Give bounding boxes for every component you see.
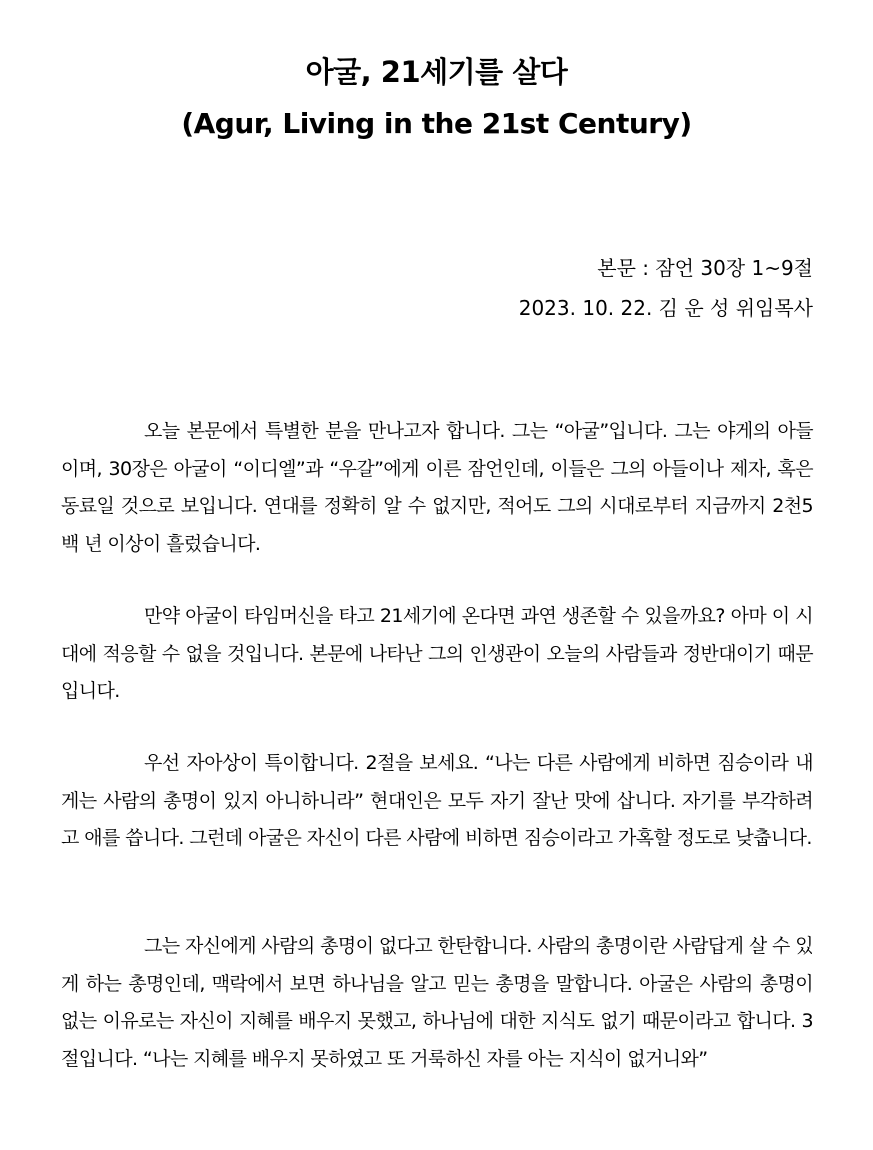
paragraph-3 [61, 745, 813, 858]
scripture-reference: 본문 : 잠언 30장 1~9절 [597, 256, 813, 280]
paragraph-2 [61, 598, 813, 711]
paragraph-4 [61, 928, 813, 1078]
page-title: 아굴, 21세기를 살다 [305, 55, 568, 89]
paragraph-text: 오늘 본문에서 특별한 분을 만나고자 합니다. 그는 “아굴”입니다. 그는 야게의 아들이며, 30장은 아굴이 “이디엘”과 “우갈”에게 이른 잠언인데, 이들은 그의 아들이나 제자, 혹은 동료일 것으로 보입니다. 연대를 정확히 알 수 없지만, 적어도 그의 시대로부터 지금까지 2천5백 년 이상이 흘렀습니다. [61, 420, 813, 555]
date-author: 2023. 10. 22. 김 운 성 위임목사 [518, 296, 813, 320]
paragraph-text: 만약 아굴이 타임머신을 타고 21세기에 온다면 과연 생존할 수 있을까요? 아마 이 시대에 적응할 수 없을 것입니다. 본문에 나타난 그의 인생관이 오늘의 사람들과 정반대이기 때문입니다. [61, 605, 813, 702]
page-subtitle: (Agur, Living in the 21st Century) [181, 107, 692, 140]
paragraph-1 [61, 413, 813, 563]
paragraph-text: 우선 자아상이 특이합니다. 2절을 보세요. “나는 다른 사람에게 비하면 짐승이라 내게는 사람의 총명이 있지 아니하니라” 현대인은 모두 자기 잘난 맛에 삽니다. 자기를 부각하려고 애를 씁니다. 그런데 아굴은 자신이 다른 사람에 비하면 짐승이라고 가혹할 정도로 낮춥니다. [61, 752, 813, 849]
paragraph-text: 그는 자신에게 사람의 총명이 없다고 한탄합니다. 사람의 총명이란 사람답게 살 수 있게 하는 총명인데, 맥락에서 보면 하나님을 알고 믿는 총명을 말합니다. 아굴은 사람의 총명이 없는 이유로는 자신이 지혜를 배우지 못했고, 하나님에 대한 지식도 없기 때문이라고 합니다. 3절입니다. “나는 지혜를 배우지 못하였고 또 거룩하신 자를 아는 지식이 없거니와” [61, 935, 813, 1070]
